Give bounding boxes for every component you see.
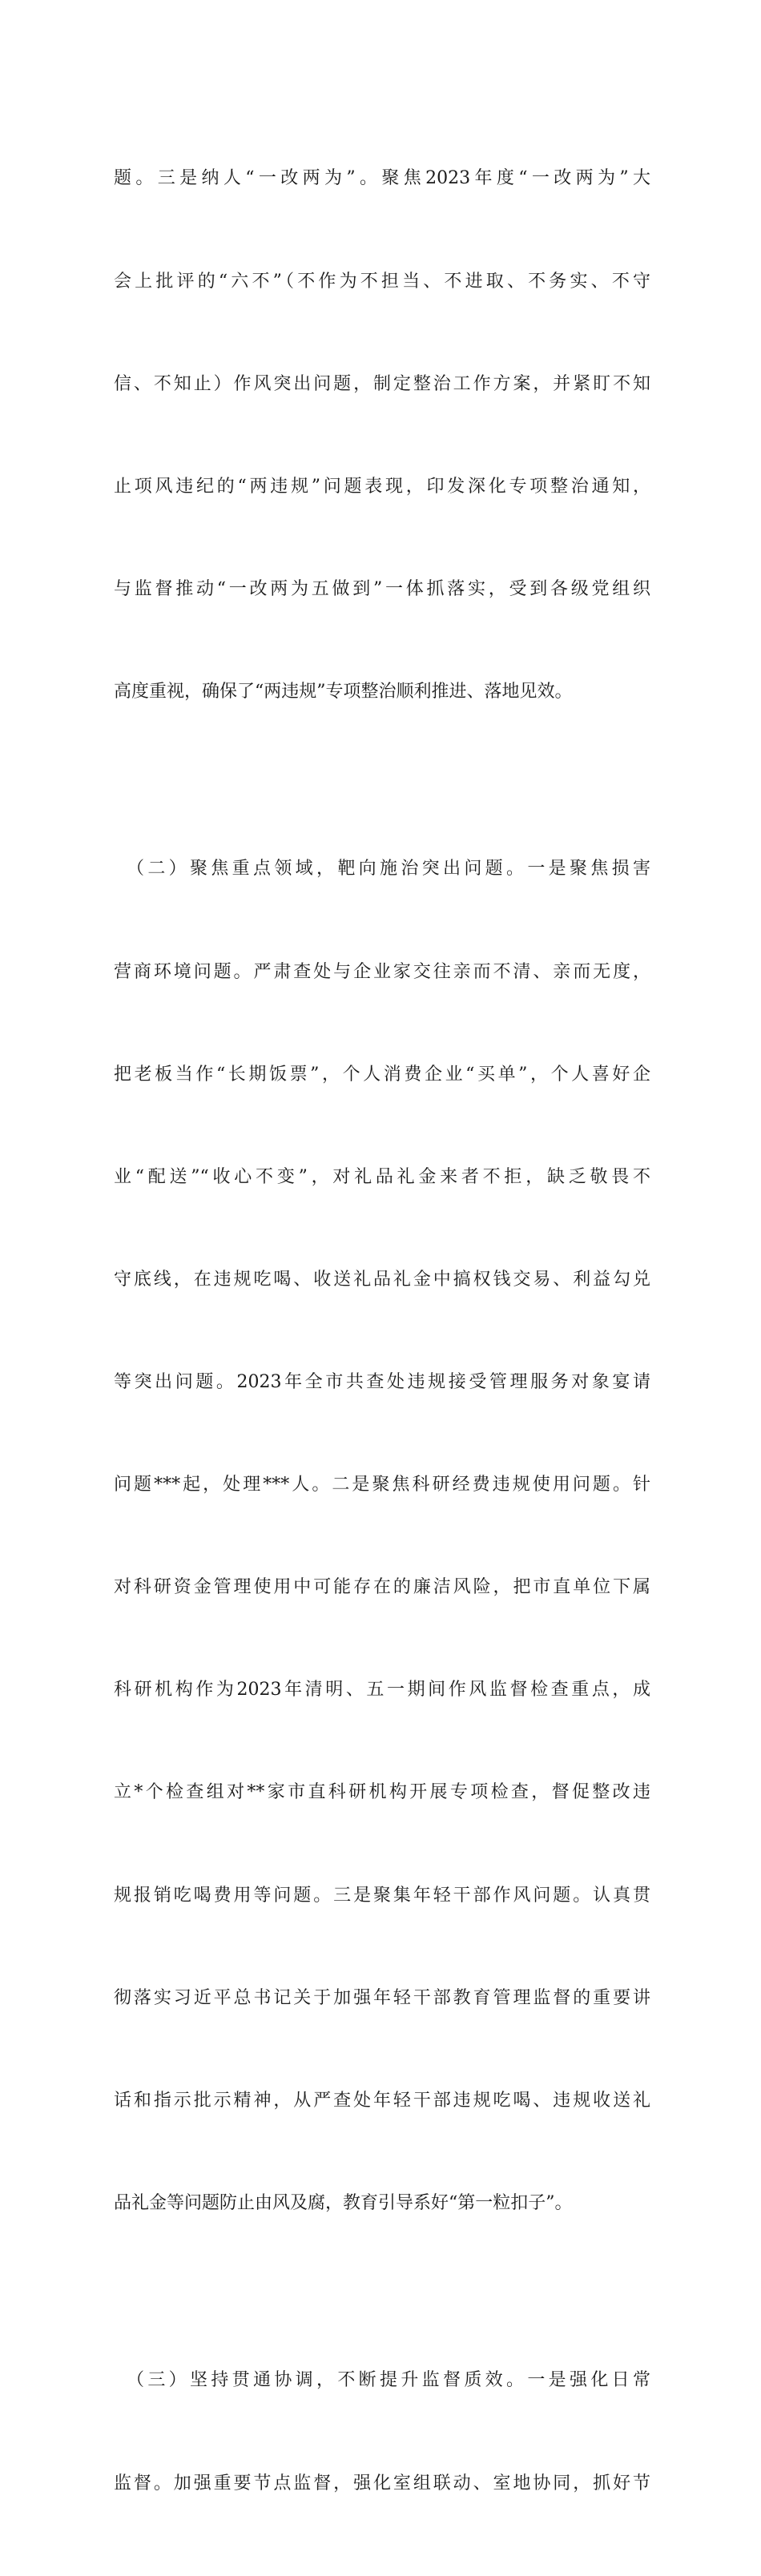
text-line: 与监督推动“一改两为五做到”一体抓落实，受到各级党组织 [114,578,650,599]
text-line: 题。三是纳人“一改两为”。聚焦2023年度“一改两为”大 [114,168,650,189]
text-line: 彻落实习近平总书记关于加强年轻干部教育管理监督的重要讲 [114,1987,650,2008]
text-line: 营商环境问题。严肃查处与企业家交往亲而不清、亲而无度， [114,961,650,982]
text-line: 止项风违纪的“两违规”问题表现，印发深化专项整治通知， [114,476,650,497]
document-body [114,94,650,2576]
text-line: 对科研资金管理使用中可能存在的廉洁风险，把市直单位下属 [114,1577,650,1598]
text-line: （二）聚焦重点领域，靶向施治突出问题。一是聚焦损害 [127,859,650,879]
text-line: 规报销吃喝费用等问题。三是聚集年轻干部作风问题。认真贯 [114,1885,650,1906]
text-line: 话和指示批示精神，从严查处年轻干部违规吃喝、违规收送礼 [114,2090,650,2111]
text-line: 科研机构作为2023年清明、五一期间作风监督检查重点，成 [114,1680,650,1701]
paragraph-2 [114,784,650,2289]
text-line: 品礼金等问题防止由风及腐，教育引导系好“第一粒扣子”。 [114,2192,573,2213]
text-line: 信、不知止）作风突出问题，制定整治工作方案，并紧盯不知 [114,373,650,394]
text-line: 业“配送”“收心不变”，对礼品礼金来者不拒，缺乏敬畏不 [114,1166,650,1187]
text-line: 问题***起，处理***人。二是聚焦科研经费违规使用问题。针 [114,1475,650,1495]
text-line: 等突出问题。2023年全市共查处违规接受管理服务对象宴请 [114,1372,650,1393]
text-line: 高度重视，确保了“两违规”专项整治顺利推进、落地见效。 [114,681,573,702]
text-line: 会上批评的“六不”（不作为不担当、不进取、不务实、不守 [114,271,650,292]
text-line: 监督。加强重要节点监督，强化室组联动、室地协同，抓好节 [114,2473,650,2493]
text-line: 守底线，在违规吃喝、收送礼品礼金中搞权钱交易、利益勾兑 [114,1269,650,1290]
paragraph-1 [114,94,650,778]
text-line: 把老板当作“长期饭票”，个人消费企业“买单”，个人喜好企 [114,1064,650,1085]
paragraph-3 [114,2296,650,2570]
text-line: 立*个检查组对**家市直科研机构开展专项检查，督促整改违 [114,1782,650,1803]
text-line: （三）坚持贯通协调，不断提升监督质效。一是强化日常 [127,2370,650,2391]
